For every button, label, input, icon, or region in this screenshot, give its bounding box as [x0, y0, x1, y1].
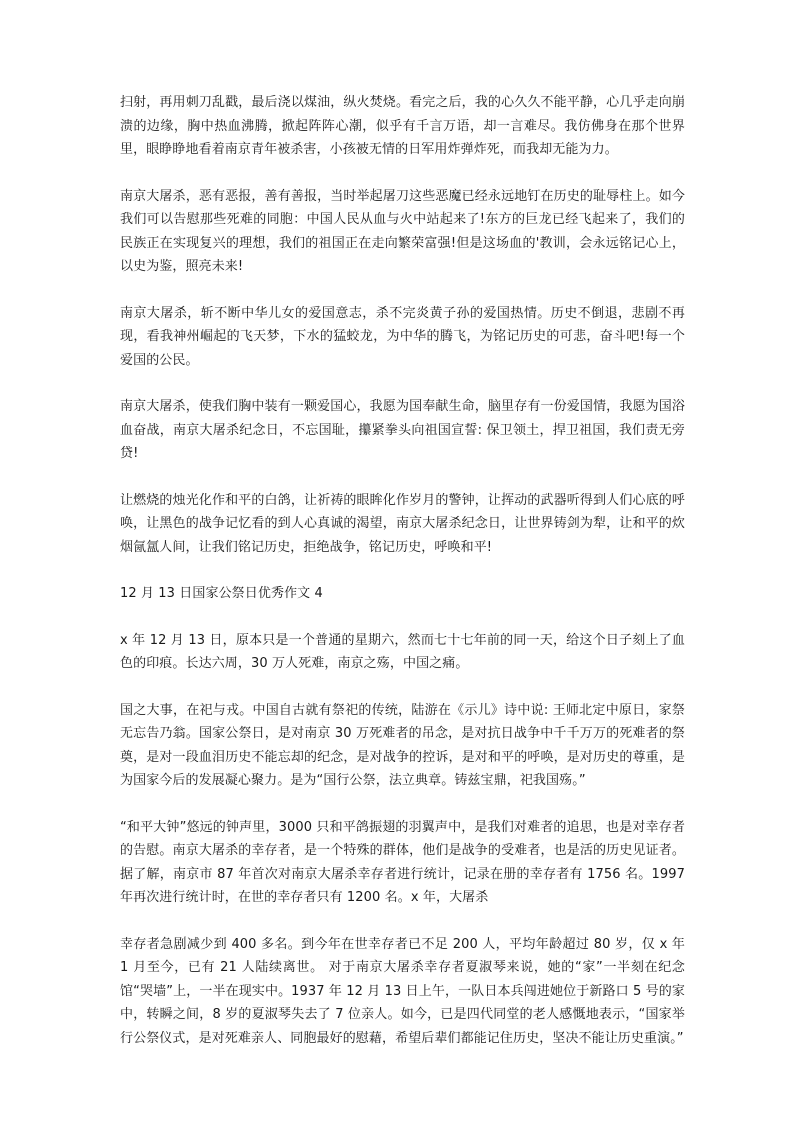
paragraph-3: 南京大屠杀，斩不断中华儿女的爱国意志，杀不完炎黄子孙的爱国热情。历史不倒退，悲剧不再现，看我神州崛起的飞天梦，下水的猛蛟龙，为中华的腾飞，为铭记历史的可悲，奋斗吧!每一个爱国的公民。 [120, 305, 685, 368]
paragraph-6: x 年 12 月 13 日，原本只是一个普通的星期六，然而七十七年前的同一天，给这个日子刻上了血色的印痕。长达六周，30 万人死难，南京之殇，中国之痛。 [120, 632, 685, 671]
document-page [120, 91, 685, 1073]
paragraph-7: 国之大事，在祀与戎。中国自古就有祭祀的传统，陆游在《示儿》诗中说: 王师北定中原日，家祭无忘告乃翁。国家公祭日，是对南京 30 万死难者的吊念，是对抗日战争中千千万万的死难者的祭奠，是对一段血泪历史不能忘却的纪念，是对战争的控诉，是对和平的呼唤，是对历史的尊重，是为国家今后的发展凝心聚力。是为“国行公祭，法立典章。铸兹宝鼎，祀我国殇。” [120, 702, 685, 788]
paragraph-5: 让燃烧的烛光化作和平的白鸽，让祈祷的眼眸化作岁月的警钟，让挥动的武器听得到人们心底的呼唤，让黑色的战争记忆看的到人心真诚的渴望，南京大屠杀纪念日，让世界铸剑为犁，让和平的炊烟氤氲人间，让我们铭记历史，拒绝战争，铭记历史，呼唤和平! [120, 492, 685, 555]
paragraph-8: “和平大钟”悠远的钟声里，3000 只和平鸽振翅的羽翼声中，是我们对难者的追思，也是对幸存者的告慰。南京大屠杀的幸存者，是一个特殊的群体，他们是战争的受难者，也是活的历史见证者。据了解，南京市 87 年首次对南京大屠杀幸存者进行统计，记录在册的幸存者有 1756 名。1997 年再次进行统计时，在世的幸存者只有 1200 名。x 年，大屠杀 [120, 819, 685, 905]
paragraph-9: 幸存者急剧减少到 400 多名。到今年在世幸存者已不足 200 人，平均年龄超过 80 岁，仅 x 年 1 月至今，已有 21 人陆续离世。 对于南京大屠杀幸存者夏淑琴来说，她的“家”一半刻在纪念馆“哭墙”上，一半在现实中。1937 年 12 月 13 日上午，一队日本兵闯进她位于新路口 5 号的家中，转瞬之间，8 岁的夏淑琴失去了 7 位亲人。如今，已是四代同堂的老人感慨地表示，“国家举行公祭仪式，是对死难亲人、同胞最好的慰藉，希望后辈们都能记住历史，坚决不能让历史重演。” [120, 936, 685, 1046]
paragraph-1: 扫射，再用刺刀乱戳，最后浇以煤油，纵火焚烧。看完之后，我的心久久不能平静，心几乎走向崩溃的边缘，胸中热血沸腾，掀起阵阵心潮，似乎有千言万语，却一言难尽。我仿佛身在那个世界里，眼睁睁地看着南京青年被杀害，小孩被无情的日军用炸弹炸死，而我却无能为力。 [120, 95, 685, 157]
section-heading: 12 月 13 日国家公祭日优秀作文 4 [120, 586, 323, 601]
paragraph-2: 南京大屠杀，恶有恶报，善有善报，当时举起屠刀这些恶魔已经永远地钉在历史的耻辱柱上。如今我们可以告慰那些死难的同胞：中国人民从血与火中站起来了!东方的巨龙已经飞起来了，我们的民族正在实现复兴的理想，我们的祖国正在走向繁荣富强!但是这场血的'教训，会永远铭记心上，以史为鉴，照亮未来! [120, 188, 685, 274]
paragraph-4: 南京大屠杀，使我们胸中装有一颗爱国心，我愿为国奉献生命，脑里存有一份爱国情，我愿为国浴血奋战，南京大屠杀纪念日，不忘国耻，攥紧拳头向祖国宣誓: 保卫领土，捍卫祖国，我们责无旁贷! [120, 399, 685, 461]
